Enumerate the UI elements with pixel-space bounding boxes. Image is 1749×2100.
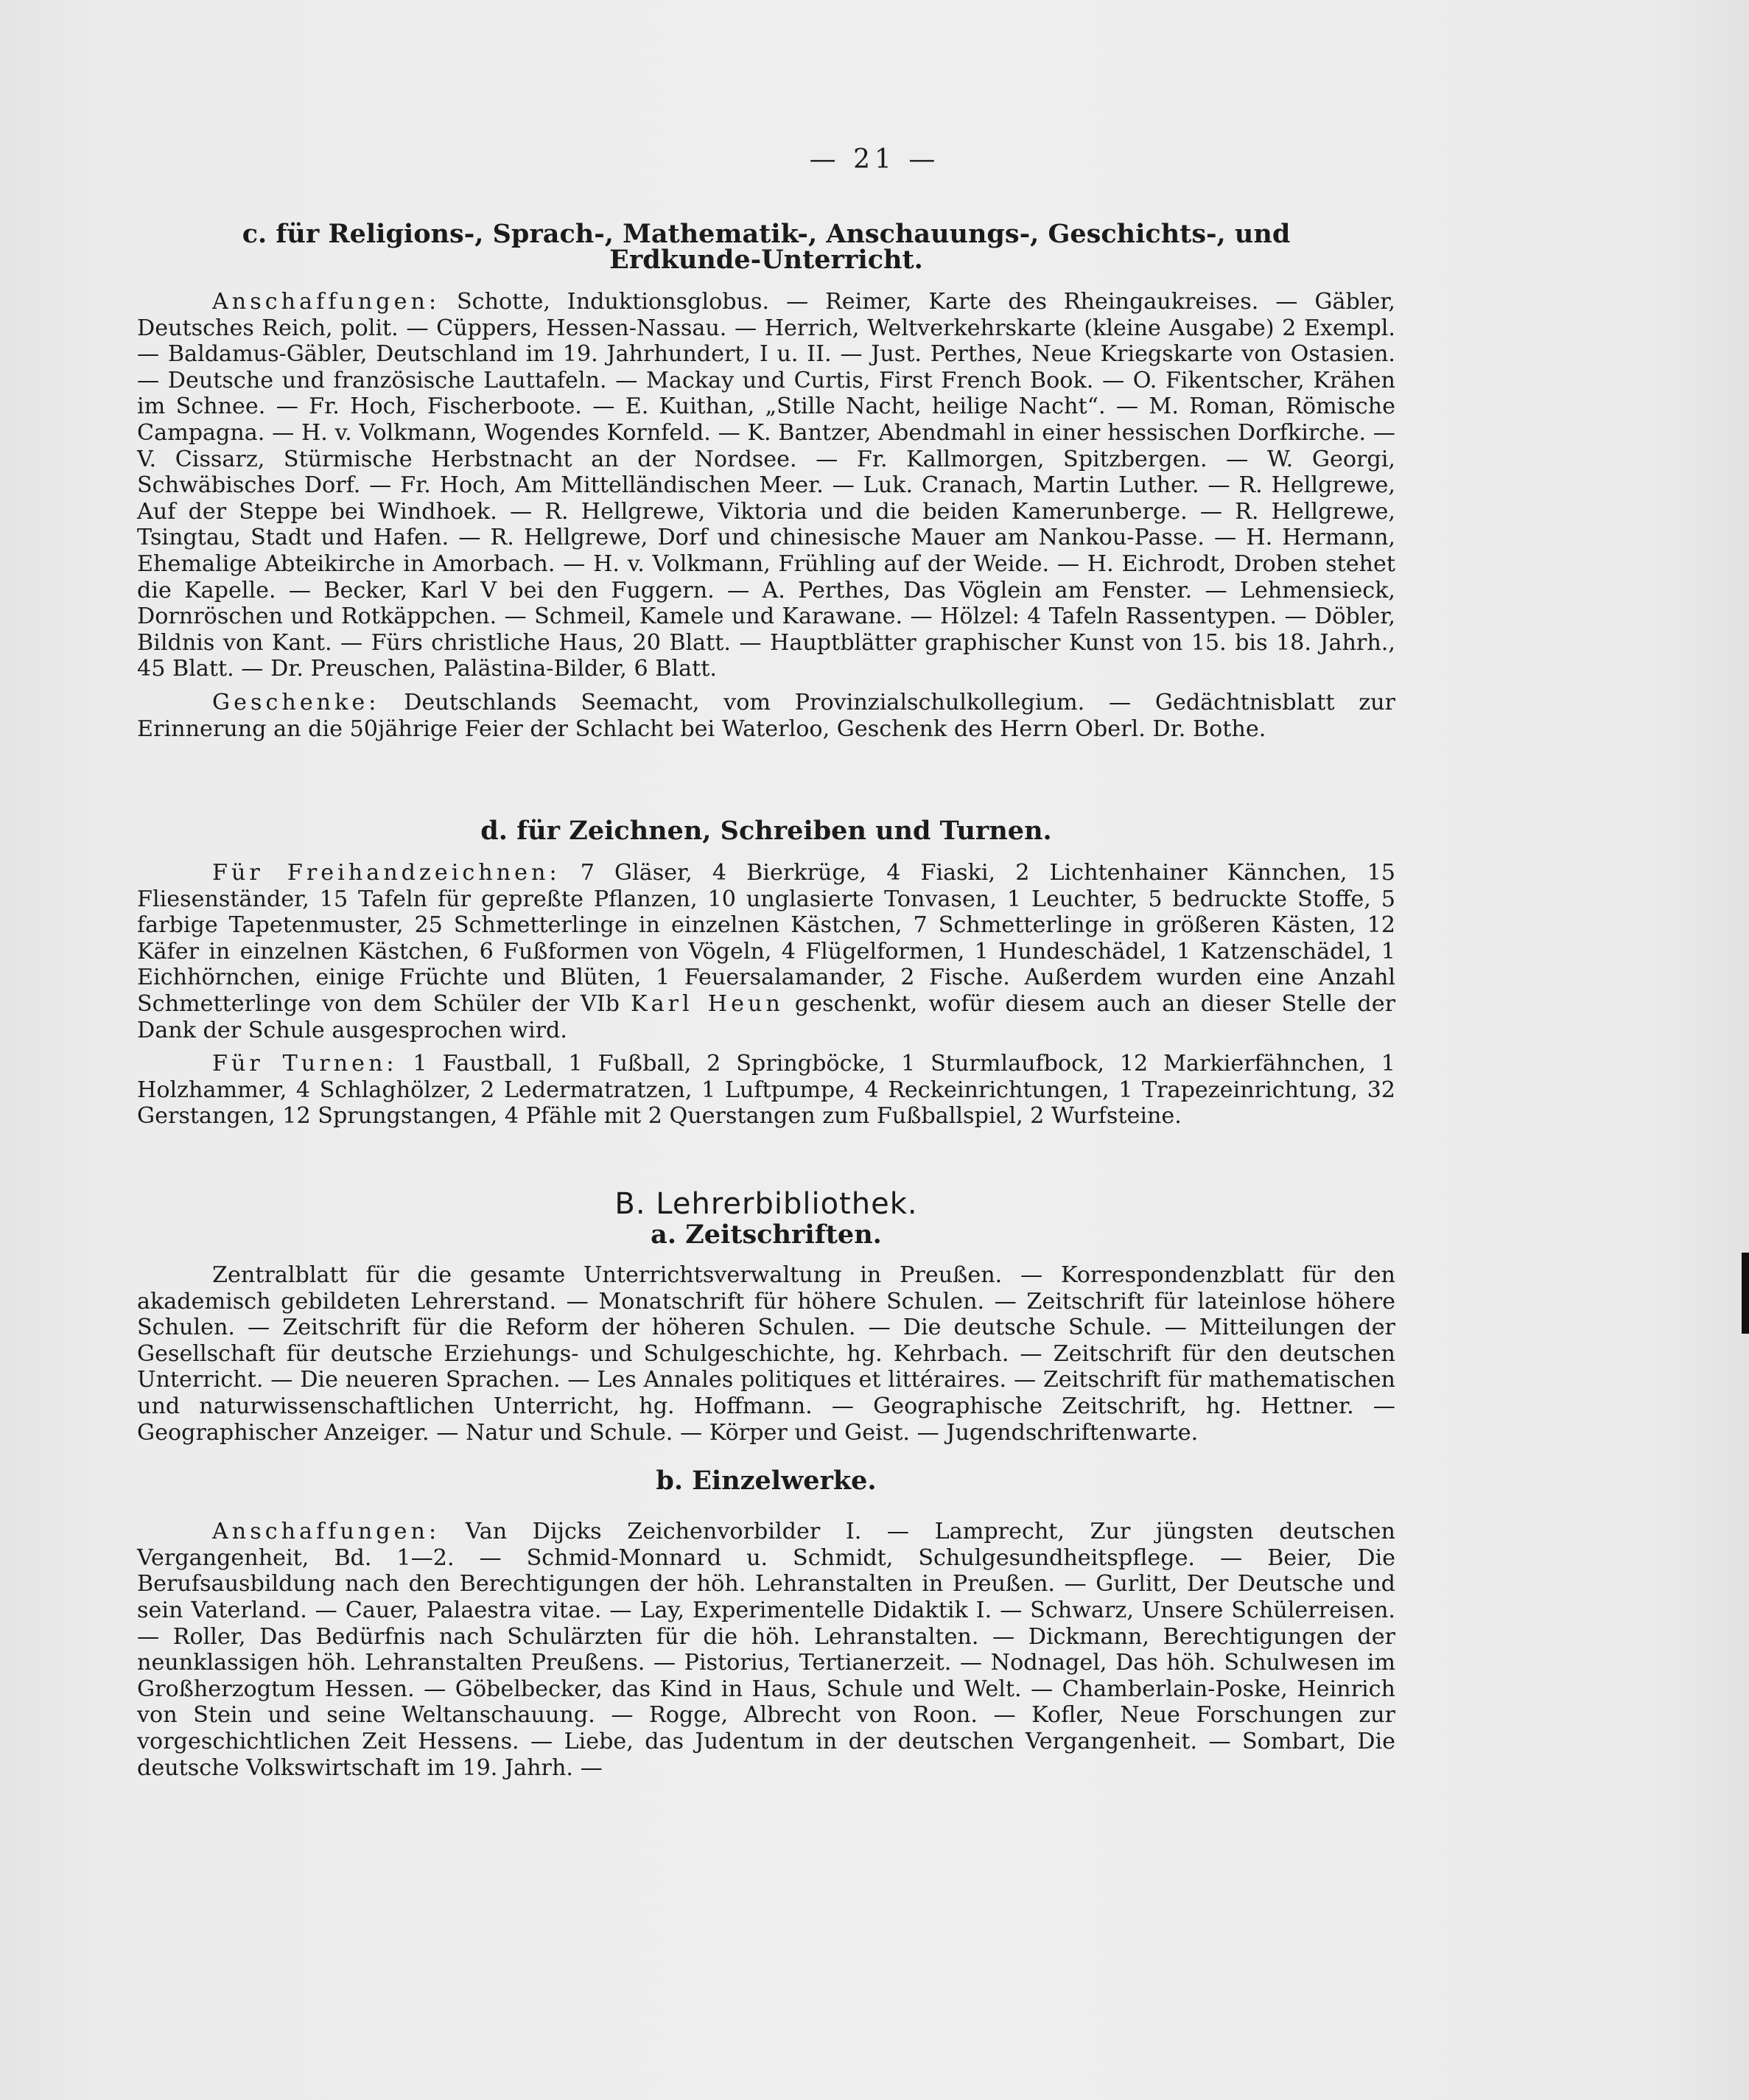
- section-c: [137, 221, 1395, 742]
- section-d-heading: d. für Zeichnen, Schreiben und Turnen.: [480, 816, 1052, 846]
- einzelwerke-paragraph: [137, 1519, 1395, 1781]
- paragraph-text: 1 Faustball, 1 Fußball, 2 Springböcke, 1 Sturmlaufbock, 12 Markierfähnchen, 1 Holzhammer, 4 Schlaghölzer, 2 Ledermatratzen, 1 Luftpumpe, 4 Reckeinrichtungen, 1 Trapezeinrichtung, 32 Gerstangen, 12 Sprungstangen, 4 Pfähle mit 2 Querstangen zum Fußballspiel, 2 Wurfsteine.: [137, 1051, 1396, 1130]
- section-c-paragraph-2: [137, 690, 1395, 742]
- section-c-heading-line2: Erdkunde-Unterricht.: [609, 245, 923, 275]
- paragraph-tail: geschenkt, wofür diesem auch an dieser Stelle der Dank der Schule ausgesprochen wird.: [137, 990, 1395, 1043]
- lehrerbibliothek-heading: B. Lehrerbibliothek.: [614, 1187, 918, 1221]
- zeitschriften-paragraph: Zentralblatt für die gesamte Unterrichtsverwaltung in Preußen. — Korrespondenzblatt für den akademisch gebildeten Lehrerstand. — Monatschrift für höhere Schulen. — Zeitschrift für lateinlose höhere Schulen. — Zeitschrift für die Reform der höheren Schulen. — Die deutsche Schule. — Mitteilungen der Gesellschaft für deutsche Erziehungs- und Schulgeschichte, hg. Kehrbach. — Zeitschrift für den deutschen Unterricht. — Die neueren Sprachen. — Les Annales politiques et littéraires. — Zeitschrift für mathematischen und naturwissenschaftlichen Unterricht, hg. Hoffmann. — Geographische Zeitschrift, hg. Hettner. — Geographischer Anzeiger. — Natur und Schule. — Körper und Geist. — Jugendschriftenwarte.: [137, 1262, 1395, 1446]
- section-d-paragraph-1: [137, 860, 1395, 1043]
- paragraph-lead: Für Freihandzeichnen:: [212, 860, 561, 886]
- section-c-paragraph-1: [137, 289, 1395, 682]
- paragraph-lead: Für Turnen:: [212, 1051, 398, 1077]
- student-name: Karl Heun: [631, 990, 784, 1017]
- paragraph-text: 7 Gläser, 4 Bierkrüge, 4 Fiaski, 2 Lichtenhainer Kännchen, 15 Fliesenständer, 15 Tafeln für gepreßte Pflanzen, 10 unglasierte Tonvasen, 1 Leuchter, 5 bedruckte Stoffe, 5 farbige Tapetenmuster, 25 Schmetterlinge in einzelnen Kästchen, 7 Schmetterlinge in größeren Kästen, 12 Käfer in einzelnen Kästchen, 6 Fußformen von Vögeln, 4 Flügelformen, 1 Hundeschädel, 1 Katzenschädel, 1 Eichhörnchen, einige Früchte und Blüten, 1 Feuersalamander, 2 Fische. Außerdem wurden eine Anzahl Schmetterlinge von dem Schüler der VIb: [137, 860, 1395, 1017]
- paragraph-text: Van Dijcks Zeichenvorbilder I. — Lamprecht, Zur jüngsten deutschen Vergangenheit, Bd. 1—2. — Schmid-Monnard u. Schmidt, Schulgesundheitspflege. — Beier, Die Berufsausbildung nach den Berechtigungen der höh. Lehranstalten in Preußen. — Gurlitt, Der Deutsche und sein Vaterland. — Cauer, Palaestra vitae. — Lay, Experimentelle Didaktik I. — Schwarz, Unsere Schülerreisen. — Roller, Das Bedürfnis nach Schulärzten für die höh. Lehranstalten. — Dickmann, Berechtigungen der neunklassigen höh. Lehranstalten Preußens. — Pistorius, Tertianerzeit. — Nodnagel, Das höh. Schulwesen im Großherzogtum Hessen. — Göbelbecker, das Kind in Haus, Schule und Welt. — Chamberlain-Poske, Heinrich von Stein und seine Weltanschauung. — Rogge, Albrecht von Roon. — Kofler, Neue Forschungen zur vorgeschichtlichen Zeit Hessens. — Liebe, das Judentum in der deutschen Vergangenheit. — Sombart, Die deutsche Volkswirtschaft im 19. Jahrh. —: [137, 1519, 1395, 1781]
- section-d-paragraph-2: [137, 1051, 1395, 1130]
- paragraph-lead: Anschaffungen:: [212, 1519, 441, 1545]
- section-c-heading: [137, 221, 1395, 273]
- page-number: — 21 —: [809, 144, 940, 175]
- page-edge-mark: [1742, 1253, 1749, 1334]
- paragraph-text: Deutschlands Seemacht, vom Provinzialschulkollegium. — Gedächtnisblatt zur Erinnerung an die 50jährige Feier der Schlacht bei Waterloo, Geschenk des Herrn Oberl. Dr. Bothe.: [137, 689, 1395, 742]
- paragraph-lead: Geschenke:: [212, 689, 380, 715]
- einzelwerke-heading: b. Einzelwerke.: [656, 1466, 877, 1497]
- paragraph-lead: Anschaffungen:: [212, 289, 441, 315]
- section-d: [137, 818, 1395, 1130]
- zeitschriften-heading: a. Zeitschriften.: [651, 1219, 882, 1250]
- section-c-heading-line1: c. für Religions-, Sprach-, Mathematik-, Anschauungs-, Geschichts-, und: [242, 219, 1291, 249]
- paragraph-text: Schotte, Induktionsglobus. — Reimer, Karte des Rheingaukreises. — Gäbler, Deutsches Reich, polit. — Cüppers, Hessen-Nassau. — Herrich, Weltverkehrskarte (kleine Ausgabe) 2 Exempl. — Baldamus-Gäbler, Deutschland im 19. Jahrhundert, I u. II. — Just. Perthes, Neue Kriegskarte von Ostasien. — Deutsche und französische Lauttafeln. — Mackay und Curtis, First French Book. — O. Fikentscher, Krähen im Schnee. — Fr. Hoch, Fischerboote. — E. Kuithan, „Stille Nacht, heilige Nacht“. — M. Roman, Römische Campagna. — H. v. Volkmann, Wogendes Kornfeld. — K. Bantzer, Abendmahl in einer hessischen Dorfkirche. — V. Cissarz, Stürmische Herbstnacht an der Nordsee. — Fr. Kallmorgen, Spitzbergen. — W. Georgi, Schwäbisches Dorf. — Fr. Hoch, Am Mittelländischen Meer. — Luk. Cranach, Martin Luther. — R. Hellgrewe, Auf der Steppe bei Windhoek. — R. Hellgrewe, Viktoria und die beiden Kamerunberge. — R. Hellgrewe, Tsingtau, Stadt und Hafen. — R. Hellgrewe, Dorf und chinesische Mauer am Nankou-Passe. — H. Hermann, Ehemalige Abteikirche in Amorbach. — H. v. Volkmann, Frühling auf der Weide. — H. Eichrodt, Droben stehet die Kapelle. — Becker, Karl V bei den Fuggern. — A. Perthes, Das Vöglein am Fenster. — Lehmensieck, Dornröschen und Rotkäppchen. — Schmeil, Kamele und Karawane. — Hölzel: 4 Tafeln Rassentypen. — Döbler, Bildnis von Kant. — Fürs christliche Haus, 20 Blatt. — Hauptblätter graphischer Kunst von 15. bis 18. Jahrh., 45 Blatt. — Dr. Preuschen, Palästina-Bilder, 6 Blatt.: [137, 289, 1395, 682]
- section-lehrerbibliothek: [137, 1188, 1395, 1781]
